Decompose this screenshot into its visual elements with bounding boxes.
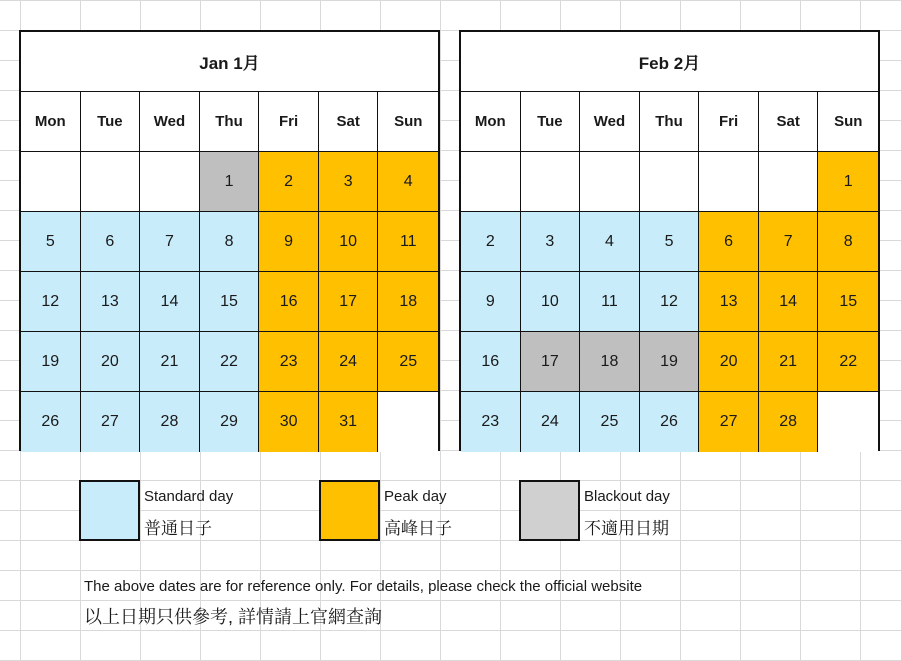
week-row	[461, 152, 878, 212]
day-jan-16: 16	[259, 272, 319, 332]
day-jan-25: 25	[378, 332, 438, 392]
day-feb-25: 25	[580, 392, 640, 452]
day-feb-2: 2	[461, 212, 521, 272]
day-jan-30: 30	[259, 392, 319, 452]
day-jan-21: 21	[140, 332, 200, 392]
day-feb-14: 14	[759, 272, 819, 332]
empty-day-cell	[640, 152, 700, 212]
day-feb-4: 4	[580, 212, 640, 272]
empty-day-cell	[699, 152, 759, 212]
week-row	[21, 392, 438, 452]
day-jan-5: 5	[21, 212, 81, 272]
week-row	[461, 212, 878, 272]
empty-day-cell	[759, 152, 819, 212]
day-jan-12: 12	[21, 272, 81, 332]
day-jan-8: 8	[200, 212, 260, 272]
week-row	[21, 272, 438, 332]
empty-day-cell	[580, 152, 640, 212]
legend-swatch-standard	[79, 480, 140, 541]
weekday-sun: Sun	[378, 92, 438, 152]
day-jan-2: 2	[259, 152, 319, 212]
day-jan-14: 14	[140, 272, 200, 332]
legend-label-zh: 高峰日子	[384, 519, 452, 538]
legend-label-zh: 不適用日期	[584, 519, 669, 538]
day-jan-27: 27	[81, 392, 141, 452]
day-feb-12: 12	[640, 272, 700, 332]
day-jan-28: 28	[140, 392, 200, 452]
day-feb-22: 22	[818, 332, 878, 392]
legend-swatch-blackout	[519, 480, 580, 541]
week-row	[461, 392, 878, 452]
calendar-february	[459, 30, 880, 451]
day-jan-13: 13	[81, 272, 141, 332]
legend-swatch-peak	[319, 480, 380, 541]
week-row	[21, 212, 438, 272]
empty-day-cell	[521, 152, 581, 212]
day-feb-8: 8	[818, 212, 878, 272]
weekday-sun: Sun	[818, 92, 878, 152]
day-feb-13: 13	[699, 272, 759, 332]
weekday-thu: Thu	[200, 92, 260, 152]
day-feb-10: 10	[521, 272, 581, 332]
day-feb-1: 1	[818, 152, 878, 212]
day-jan-18: 18	[378, 272, 438, 332]
day-jan-23: 23	[259, 332, 319, 392]
day-jan-7: 7	[140, 212, 200, 272]
day-feb-27: 27	[699, 392, 759, 452]
week-row	[461, 272, 878, 332]
weekday-fri: Fri	[699, 92, 759, 152]
calendar-january	[19, 30, 440, 451]
weekday-thu: Thu	[640, 92, 700, 152]
legend-label-en: Standard day	[144, 488, 234, 505]
empty-day-cell	[818, 392, 878, 452]
weekday-wed: Wed	[140, 92, 200, 152]
empty-day-cell	[461, 152, 521, 212]
disclaimer-zh: 以上日期只供參考, 詳情請上官網查詢	[84, 607, 383, 627]
weekday-sat: Sat	[319, 92, 379, 152]
day-feb-3: 3	[521, 212, 581, 272]
day-feb-17: 17	[521, 332, 581, 392]
weekday-header-row	[21, 92, 438, 152]
week-row	[21, 152, 438, 212]
day-jan-24: 24	[319, 332, 379, 392]
weekday-tue: Tue	[81, 92, 141, 152]
week-row	[21, 332, 438, 392]
weekday-tue: Tue	[521, 92, 581, 152]
calendar-title: Feb 2月	[461, 32, 878, 92]
day-jan-22: 22	[200, 332, 260, 392]
day-feb-21: 21	[759, 332, 819, 392]
legend-label-en: Peak day	[384, 488, 447, 505]
calendar-grid	[21, 152, 438, 452]
weekday-header-row	[461, 92, 878, 152]
weekday-sat: Sat	[759, 92, 819, 152]
weekday-wed: Wed	[580, 92, 640, 152]
day-feb-23: 23	[461, 392, 521, 452]
day-jan-4: 4	[378, 152, 438, 212]
empty-day-cell	[21, 152, 81, 212]
day-feb-7: 7	[759, 212, 819, 272]
day-feb-19: 19	[640, 332, 700, 392]
empty-day-cell	[81, 152, 141, 212]
day-feb-20: 20	[699, 332, 759, 392]
calendar-grid	[461, 152, 878, 452]
legend-label-en: Blackout day	[584, 488, 670, 505]
day-feb-18: 18	[580, 332, 640, 392]
calendar-title: Jan 1月	[21, 32, 438, 92]
day-feb-15: 15	[818, 272, 878, 332]
weekday-fri: Fri	[259, 92, 319, 152]
empty-day-cell	[378, 392, 438, 452]
day-jan-20: 20	[81, 332, 141, 392]
day-feb-26: 26	[640, 392, 700, 452]
day-jan-9: 9	[259, 212, 319, 272]
day-jan-31: 31	[319, 392, 379, 452]
day-feb-6: 6	[699, 212, 759, 272]
day-feb-28: 28	[759, 392, 819, 452]
day-jan-6: 6	[81, 212, 141, 272]
empty-day-cell	[140, 152, 200, 212]
week-row	[461, 332, 878, 392]
day-jan-3: 3	[319, 152, 379, 212]
day-jan-19: 19	[21, 332, 81, 392]
weekday-mon: Mon	[461, 92, 521, 152]
day-feb-11: 11	[580, 272, 640, 332]
day-jan-10: 10	[319, 212, 379, 272]
day-feb-24: 24	[521, 392, 581, 452]
day-jan-26: 26	[21, 392, 81, 452]
day-jan-17: 17	[319, 272, 379, 332]
day-jan-1: 1	[200, 152, 260, 212]
day-jan-15: 15	[200, 272, 260, 332]
day-feb-9: 9	[461, 272, 521, 332]
legend-label-zh: 普通日子	[144, 519, 212, 538]
day-jan-29: 29	[200, 392, 260, 452]
day-feb-16: 16	[461, 332, 521, 392]
day-jan-11: 11	[378, 212, 438, 272]
day-feb-5: 5	[640, 212, 700, 272]
disclaimer-en: The above dates are for reference only. For details, please check the official website	[84, 578, 643, 595]
weekday-mon: Mon	[21, 92, 81, 152]
